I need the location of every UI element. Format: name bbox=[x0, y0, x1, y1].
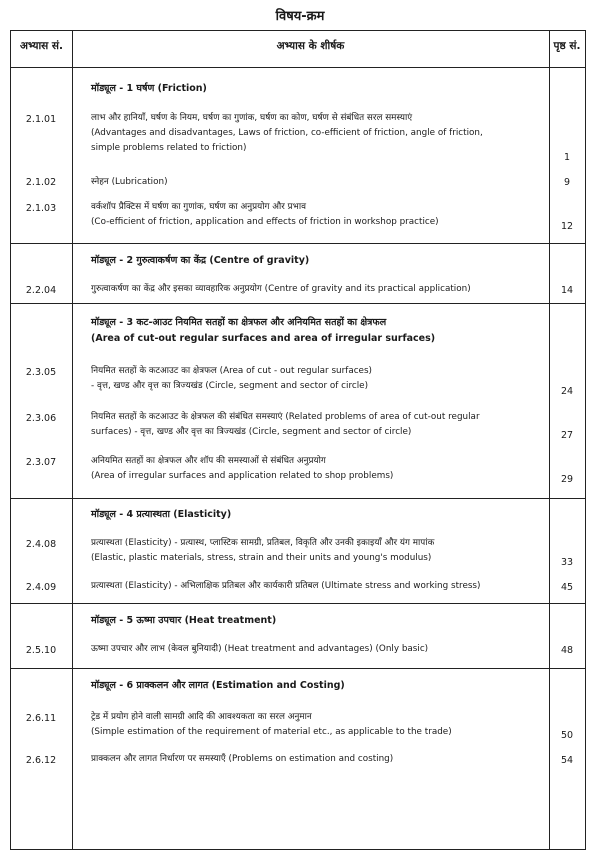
page-number: 54 bbox=[560, 755, 574, 766]
exercise-title: गुरुत्वाकर्षण का केंद्र और इसका व्यावहारिक अनुप्रयोग (Centre of gravity and its practical application) bbox=[91, 284, 471, 294]
row-divider bbox=[11, 668, 585, 669]
exercise-title: ट्रेड में प्रयोग होने वाली सामग्री आदि की आवश्यकता का सरल अनुमान (Simple estimation of the requirement of material etc., as applicable to the trade) bbox=[91, 712, 452, 737]
exercise-number: 2.2.04 bbox=[25, 285, 57, 296]
exercise-title: प्रत्यास्थता (Elasticity) - अभिलाक्षिक प्रतिबल और कार्यकारी प्रतिबल (Ultimate stress and working stress) bbox=[91, 581, 481, 591]
exercise-number: 2.4.08 bbox=[25, 539, 57, 550]
row-divider bbox=[11, 603, 585, 604]
exercise-number: 2.4.09 bbox=[25, 582, 57, 593]
page-number: 24 bbox=[560, 386, 574, 397]
exercise-title: स्नेहन (Lubrication) bbox=[91, 177, 168, 187]
row-divider bbox=[11, 243, 585, 244]
column-divider bbox=[72, 31, 73, 849]
page-title: विषय-क्रम bbox=[275, 9, 325, 24]
exercise-number: 2.6.12 bbox=[25, 755, 57, 766]
exercise-title: नियमित सतहों के कटआउट का क्षेत्रफल (Area of cut - out regular surfaces) - वृत्त, खण्ड और वृत्त का त्रिज्यखंड (Circle, segment and sector of circle) bbox=[91, 366, 372, 391]
page-number: 27 bbox=[560, 430, 574, 441]
row-divider bbox=[11, 303, 585, 304]
exercise-number: 2.6.11 bbox=[25, 713, 57, 724]
exercise-number: 2.3.06 bbox=[25, 413, 57, 424]
page-number: 33 bbox=[560, 557, 574, 568]
page-number: 12 bbox=[560, 221, 574, 232]
module-title: मॉड्यूल - 1 घर्षण (Friction) bbox=[91, 83, 207, 94]
header-page-number: पृष्ठ सं. bbox=[553, 40, 581, 52]
row-divider bbox=[11, 67, 585, 68]
exercise-number: 2.1.03 bbox=[25, 203, 57, 214]
exercise-title: प्रत्यास्थता (Elasticity) - प्रत्यास्थ, प्लास्टिक सामग्री, प्रतिबल, विकृति और उनकी इकाइयाँ और यंग मापांक (Elastic, plastic materials, stress, strain and their units and young's modulus) bbox=[91, 538, 435, 563]
page-number: 29 bbox=[560, 474, 574, 485]
exercise-number: 2.3.07 bbox=[25, 457, 57, 468]
exercise-title: वर्कशॉप प्रैक्टिस में घर्षण का गुणांक, घर्षण का अनुप्रयोग और प्रभाव (Co-efficient of friction, application and effects of friction in workshop practice) bbox=[91, 202, 439, 227]
page-number: 50 bbox=[560, 730, 574, 741]
page-number: 48 bbox=[560, 645, 574, 656]
row-divider bbox=[11, 498, 585, 499]
module-title: मॉड्यूल - 6 प्राक्कलन और लागत (Estimation and Costing) bbox=[91, 680, 345, 691]
exercise-number: 2.5.10 bbox=[25, 645, 57, 656]
exercise-title: नियमित सतहों के कटआउट के क्षेत्रफल की संबंधित समस्याएं (Related problems of area of cut-out regular surfaces) - वृत्त, खण्ड और वृत्त का त्रिज्यखंड (Circle, segment and sector of circle) bbox=[91, 412, 480, 437]
page-number: 14 bbox=[560, 285, 574, 296]
exercise-number: 2.3.05 bbox=[25, 367, 57, 378]
page-number: 1 bbox=[563, 152, 571, 163]
exercise-title: प्राक्कलन और लागत निर्धारण पर समस्याएँ (Problems on estimation and costing) bbox=[91, 754, 394, 764]
module-title: मॉड्यूल - 5 ऊष्मा उपचार (Heat treatment) bbox=[91, 615, 277, 626]
exercise-number: 2.1.01 bbox=[25, 114, 57, 125]
module-title: मॉड्यूल - 3 कट-आउट नियमित सतहों का क्षेत्रफल और अनियमित सतहों का क्षेत्रफल bbox=[91, 317, 387, 328]
exercise-title: लाभ और हानियाँ, घर्षण के नियम, घर्षण का गुणांक, घर्षण का कोण, घर्षण से संबंधित सरल समस्याएं (Advantages and disadvantages, Laws of friction, co-efficient of friction, angle of friction, simple problems related to friction) bbox=[91, 113, 483, 153]
header-exercise-title: अभ्यास के शीर्षक bbox=[276, 40, 345, 52]
exercise-title: ऊष्मा उपचार और लाभ (केवल बुनियादी) (Heat treatment and advantages) (Only basic) bbox=[91, 644, 429, 654]
module-title: मॉड्यूल - 2 गुरुत्वाकर्षण का केंद्र (Centre of gravity) bbox=[91, 255, 310, 266]
module-subtitle: (Area of cut-out regular surfaces and area of irregular surfaces) bbox=[91, 333, 436, 344]
exercise-title: अनियमित सतहों का क्षेत्रफल और शॉप की समस्याओं से संबंधित अनुप्रयोग (Area of irregular surfaces and application related to shop problems) bbox=[91, 456, 394, 481]
page-number: 45 bbox=[560, 582, 574, 593]
module-title: मॉड्यूल - 4 प्रत्यास्थता (Elasticity) bbox=[91, 509, 232, 520]
exercise-number: 2.1.02 bbox=[25, 177, 57, 188]
contents-table bbox=[10, 30, 586, 850]
header-exercise-number: अभ्यास सं. bbox=[19, 40, 64, 52]
page-number: 9 bbox=[563, 177, 571, 188]
